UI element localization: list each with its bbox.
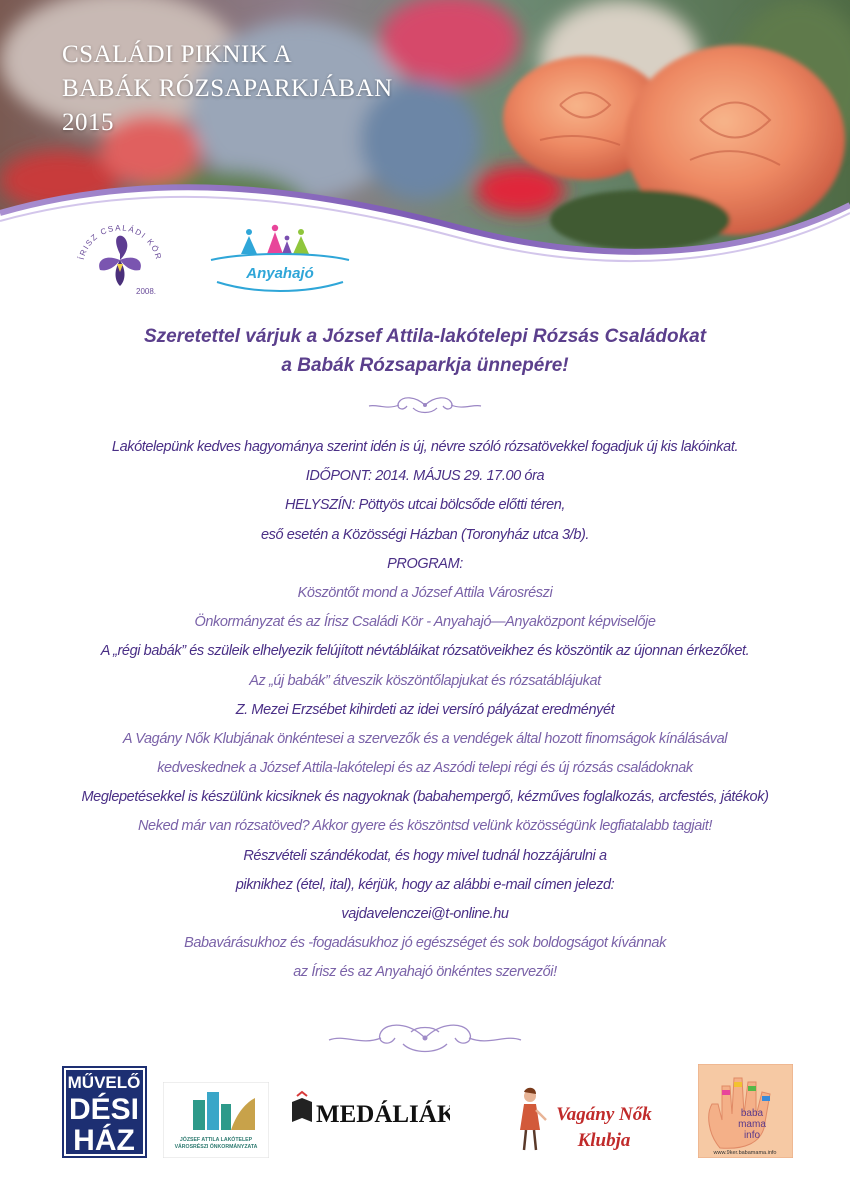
iris-ring-text: ÍRISZ CSALÁDI KÖR <box>76 223 164 262</box>
program-line[interactable]: vajdavelenczei@t-online.hu <box>341 906 509 922</box>
flourish-ornament-bottom <box>325 1018 525 1058</box>
irisz-csaladi-kor-logo <box>70 214 170 304</box>
anyahajo-logo <box>205 222 355 297</box>
program-line: Önkormányzat és az Írisz Családi Kör - Anyahajó—Anyaközpont képviselője <box>194 614 656 631</box>
headline-line-2: a Babák Rózsaparkja ünnepére! <box>281 355 569 376</box>
title-line-1: CSALÁDI PIKNIK A <box>62 41 293 68</box>
muvelodesi-haz-logo <box>62 1066 147 1163</box>
sail-figures-icon <box>241 225 309 254</box>
book-icon <box>292 1092 312 1122</box>
vagany-nok-klubja-logo <box>518 1086 658 1161</box>
anyahajo-text: Anyahajó <box>246 265 314 282</box>
svg-text:MŰVELŐ: MŰVELŐ <box>67 1073 141 1092</box>
flourish-ornament-top <box>365 392 485 418</box>
medaliak-logo <box>290 1090 450 1135</box>
title-line-2: BABÁK RÓZSAPARKJÁBAN <box>62 75 393 102</box>
svg-text:baba: baba <box>740 1108 764 1119</box>
svg-text:Klubja: Klubja <box>577 1130 631 1151</box>
program-line: Neked már van rózsatöved? Akkor gyere és köszöntsd velünk közösségünk legfiatalabb tagjait! <box>137 818 712 835</box>
program-line: A „régi babák” és szüleik elhelyezik felújított névtábláikat rózsatöveikhez és köszöntik az újonnan érkezőket. <box>100 643 750 660</box>
program-line: Köszöntőt mond a József Attila Városrészi <box>297 584 553 601</box>
program-line: PROGRAM: <box>387 555 463 572</box>
svg-text:mama: mama <box>738 1119 766 1130</box>
woman-figure-icon <box>520 1088 546 1150</box>
program-line: Meglepetésekkel is készülünk kicsiknek és nagyoknak (babahempergő, kézműves foglalkozás, arcfestés, játékok) <box>81 789 769 806</box>
jozsef-attila-onkormanyzat-logo <box>163 1082 269 1163</box>
program-line: IDŐPONT: 2014. MÁJUS 29. 17.00 óra <box>305 468 545 485</box>
program-text <box>0 433 850 988</box>
program-line: Babavárásukhoz és -fogadásukhoz jó egészséget és sok boldogságot kívánnak <box>184 935 666 952</box>
headline <box>0 322 850 380</box>
iris-year: 2008. <box>136 287 157 296</box>
iris-flower-icon <box>99 236 141 286</box>
event-title <box>62 38 393 140</box>
program-line: Az „új babák” átveszik köszöntőlapjukat és rózsatáblájukat <box>249 672 601 689</box>
program-line: Részvételi szándékodat, és hogy mivel tudnál hozzájárulni a <box>243 847 607 864</box>
program-line: Z. Mezei Erzsébet kihirdeti az idei versíró pályázat eredményét <box>235 701 615 718</box>
headline-line-1: Szeretettel várjuk a József Attila-lakótelepi Rózsás Családokat <box>143 326 707 347</box>
svg-text:Vagány Nők: Vagány Nők <box>556 1104 652 1125</box>
program-line: piknikhez (étel, ital), kérjük, hogy az alábbi e-mail címen jelezd: <box>235 876 615 893</box>
program-line: Lakótelepünk kedves hagyománya szerint idén is új, névre szóló rózsatövekkel fogadjuk új kis lakóinkat. <box>111 439 739 455</box>
svg-text:VÁROSRÉSZI ÖNKORMÁNYZATA: VÁROSRÉSZI ÖNKORMÁNYZATA <box>174 1144 258 1150</box>
program-line: kedveskednek a József Attila-lakótelepi és az Aszódi telepi régi és új rózsás családoknak <box>157 760 693 777</box>
svg-text:HÁZ: HÁZ <box>73 1124 135 1157</box>
title-line-3: 2015 <box>62 109 114 136</box>
svg-text:JÓZSEF ATTILA LAKÓTELEP: JÓZSEF ATTILA LAKÓTELEP <box>179 1137 253 1143</box>
babamama-info-logo <box>698 1064 793 1163</box>
program-line: az Írisz és az Anyahajó önkéntes szervezői! <box>293 964 557 981</box>
svg-text:www.9ker.babamama.info: www.9ker.babamama.info <box>713 1150 777 1156</box>
svg-text:DÉSI: DÉSI <box>68 1093 140 1126</box>
svg-text:info: info <box>743 1130 761 1141</box>
svg-text:MEDÁLIÁK: MEDÁLIÁK <box>316 1101 450 1128</box>
program-line: eső esetén a Közösségi Házban (Toronyház utca 3/b). <box>260 526 590 543</box>
program-line: HELYSZÍN: Pöttyös utcai bölcsőde előtti téren, <box>284 497 566 514</box>
program-line: A Vagány Nők Klubjának önkéntesei a szervezők és a vendégek által hozott finomságok kínálásával <box>122 730 728 747</box>
